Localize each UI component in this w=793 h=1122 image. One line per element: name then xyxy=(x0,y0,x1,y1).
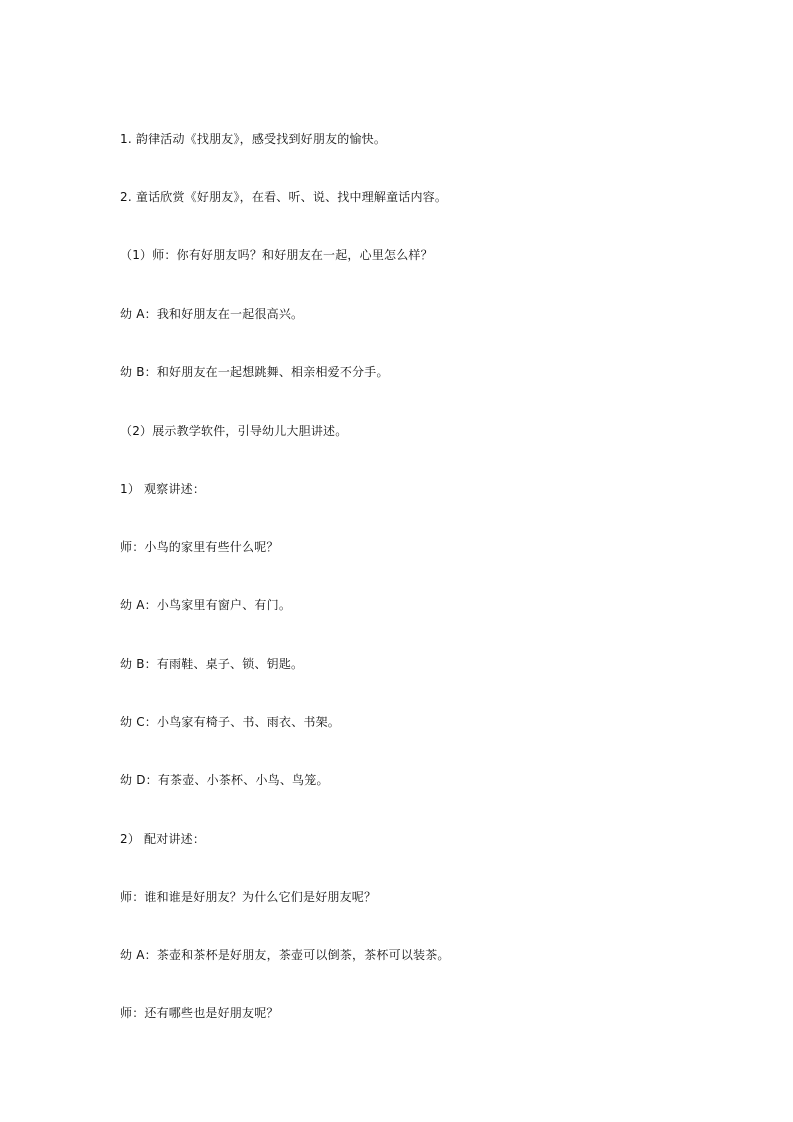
step-2-show-software: （2）展示教学软件，引导幼儿大胆讲述。 xyxy=(120,424,348,438)
teacher-question-pairs: 师：谁和谁是好朋友？为什么它们是好朋友呢？ xyxy=(120,890,377,904)
child-a-teapot-cup: 幼 A：茶壶和茶杯是好朋友，茶壶可以倒茶，茶杯可以装茶。 xyxy=(120,948,450,962)
sub-2-pairing-heading: 2） 配对讲述： xyxy=(120,832,206,846)
sub-1-observe-heading: 1） 观察讲述： xyxy=(120,482,206,496)
child-b-bird-home: 幼 B：有雨鞋、桌子、锁、钥匙。 xyxy=(120,657,304,671)
item-2-story-appreciation: 2. 童话欣赏《好朋友》，在看、听、说、找中理解童话内容。 xyxy=(120,190,448,204)
child-d-bird-home: 幼 D：有茶壶、小茶杯、小鸟、鸟笼。 xyxy=(120,773,329,787)
child-a-bird-home: 幼 A：小鸟家里有窗户、有门。 xyxy=(120,598,292,612)
step-1-teacher-question: （1）师：你有好朋友吗？和好朋友在一起，心里怎么样？ xyxy=(120,248,433,262)
item-1-rhythm-activity: 1. 韵律活动《找朋友》，感受找到好朋友的愉快。 xyxy=(120,132,387,146)
child-c-bird-home: 幼 C：小鸟家有椅子、书、雨衣、书架。 xyxy=(120,715,340,729)
teacher-question-bird-home: 师：小鸟的家里有些什么呢？ xyxy=(120,540,279,554)
teacher-question-more-pairs: 师：还有哪些也是好朋友呢？ xyxy=(120,1006,279,1020)
child-b-answer: 幼 B：和好朋友在一起想跳舞、相亲相爱不分手。 xyxy=(120,365,389,379)
child-a-answer: 幼 A：我和好朋友在一起很高兴。 xyxy=(120,307,304,321)
